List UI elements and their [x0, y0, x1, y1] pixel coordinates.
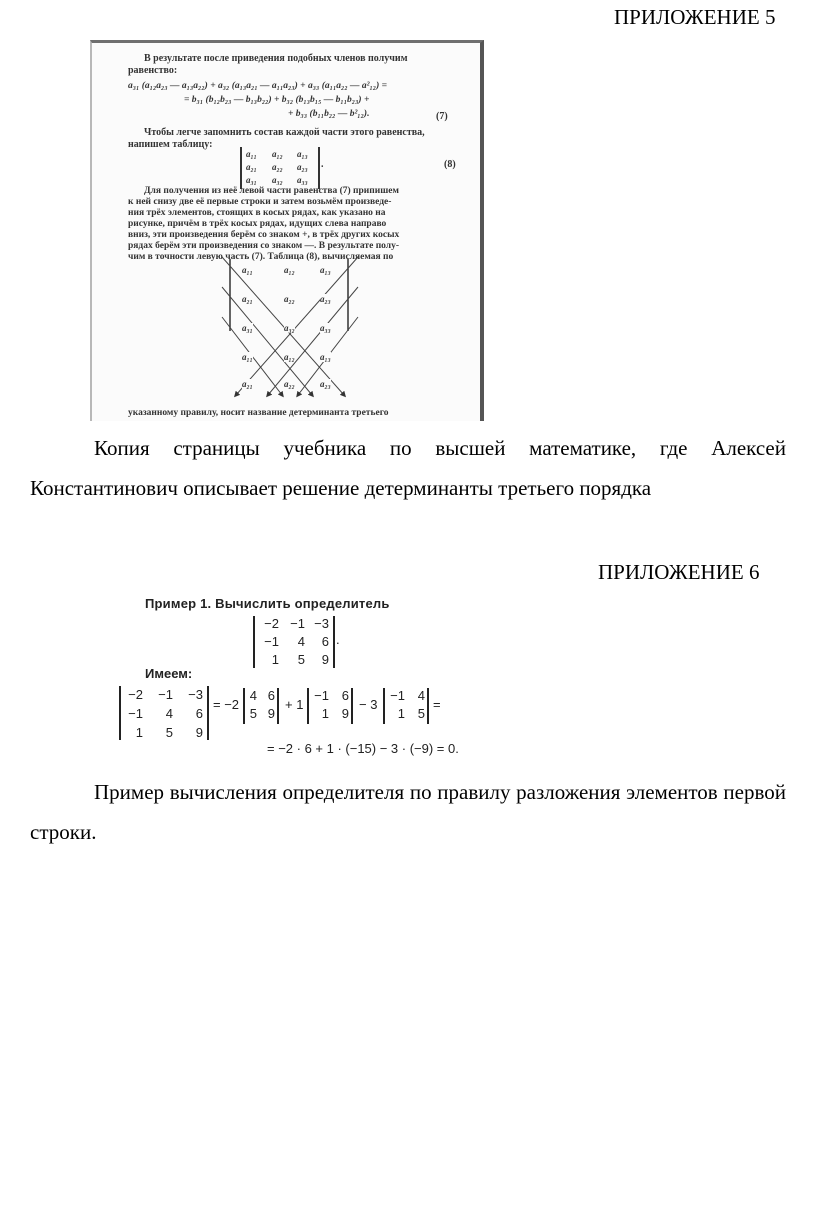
minor-2-cell: 9 — [341, 706, 349, 721]
matrix-left-bar — [253, 616, 255, 668]
scan-equation-line-3: + b₃₃ (b₁₁b₂₂ — b²₁₂). — [288, 109, 370, 119]
scan-table-cell: a₃₁ — [246, 175, 257, 185]
minor-3-cell: −1 — [390, 688, 405, 703]
scan-table-cell: a₃₂ — [272, 175, 283, 185]
minor-2-right-bar — [351, 688, 353, 724]
expansion-matrix-right-bar — [207, 686, 209, 740]
minor-3-cell: 5 — [417, 706, 425, 721]
expansion-matrix-cell: 6 — [195, 706, 203, 721]
matrix-cell: −2 — [264, 616, 279, 631]
scan-equation-number-8: (8) — [444, 159, 456, 170]
example-have-label: Имеем: — [145, 666, 193, 681]
expansion-matrix-cell: −2 — [128, 687, 143, 702]
scan-diagram-cell: a₂₃ — [320, 379, 331, 389]
minor-3-cell: 1 — [397, 706, 405, 721]
scan-table-period: . — [321, 159, 324, 170]
scan-table-cell: a₁₃ — [297, 149, 308, 159]
matrix-cell: 9 — [321, 652, 329, 667]
expansion-equals: = — [433, 697, 441, 712]
scan-intro-line-1: В результате после приведения подобных членов получим — [144, 53, 408, 64]
minor-1-cell: 5 — [249, 706, 257, 721]
scan-equation-line-1: a₃₁ (a₁₂a₂₃ — a₁₃a₂₂) + a₃₂ (a₁₃a₂₁ — a₁₁a₂₃) + a₃₃ (a₁₁a₂₂ — a²₁₂) = — [128, 81, 388, 91]
scan-diagram-cell: a₂₁ — [242, 294, 253, 304]
scan-diagram-cell: a₁₂ — [284, 352, 295, 362]
minor-1-cell: 9 — [267, 706, 275, 721]
scan-table-left-bar — [240, 147, 242, 189]
scan-paragraph-line: рядах берём эти произведения со знаком —. В результате полу- — [128, 241, 400, 251]
minor-1-cell: 6 — [267, 688, 275, 703]
expansion-matrix-cell: 1 — [135, 725, 143, 740]
matrix-cell: 4 — [297, 634, 305, 649]
scan-diagram-cell: a₁₁ — [242, 265, 253, 275]
scan-paragraph-line: Для получения из неё левой части равенства (7) припишем — [144, 186, 399, 196]
scan-diagram-cell: a₃₂ — [284, 323, 295, 333]
expansion-matrix-cell: −1 — [128, 706, 143, 721]
scan-diagram-cell: a₃₁ — [242, 323, 253, 333]
determinant-example — [115, 594, 485, 764]
matrix-cell: −1 — [264, 634, 279, 649]
expansion-coefficient-3: − 3 — [359, 697, 378, 712]
expansion-result: = −2 · 6 + 1 · (−15) − 3 · (−9) = 0. — [267, 741, 459, 756]
matrix-right-bar — [333, 616, 335, 668]
scan-diagram-cell: a₁₂ — [284, 265, 295, 275]
expansion-matrix-cell: −3 — [188, 687, 203, 702]
scan-table-cell: a₂₂ — [272, 162, 283, 172]
appendix-5-heading: ПРИЛОЖЕНИЕ 5 — [614, 5, 776, 29]
scan-table-cell: a₂₃ — [297, 162, 308, 172]
scan-diagram-cell: a₃₃ — [320, 323, 331, 333]
appendix-6-caption: Пример вычисления определителя по правилу разложения элементов первой строки. — [30, 780, 786, 844]
expansion-matrix-cell: 9 — [195, 725, 203, 740]
scan-table-cell: a₁₂ — [272, 149, 283, 159]
matrix-period: . — [336, 632, 340, 647]
appendix-6-heading: ПРИЛОЖЕНИЕ 6 — [598, 560, 760, 584]
scan-diagram-cell: a₂₂ — [284, 294, 295, 304]
scan-intro-line-2: равенство: — [128, 65, 178, 76]
scan-diagram-cell: a₁₃ — [320, 352, 331, 362]
scan-table-cell: a₂₁ — [246, 162, 257, 172]
appendix-5-caption: Копия страницы учебника по высшей математике, где Алексей Константинович описывает решение детерминанты третьего порядка — [30, 436, 786, 500]
minor-1-right-bar — [277, 688, 279, 724]
example-title: Пример 1. Вычислить определитель — [145, 596, 390, 611]
scan-remember-line-2: напишем таблицу: — [128, 139, 213, 150]
scan-diagram-cell: a₂₁ — [242, 379, 253, 389]
scan-diagram-cell: a₂₂ — [284, 379, 295, 389]
minor-1-cell: 4 — [249, 688, 257, 703]
minor-2-cell: −1 — [314, 688, 329, 703]
scan-table-cell: a₃₃ — [297, 175, 308, 185]
scan-table-cell: a₁₁ — [246, 149, 257, 159]
matrix-cell: 1 — [271, 652, 279, 667]
scan-equation-line-2: = b₃₁ (b₁₂b₂₃ — b₁₃b₂₂) + b₃₂ (b₁₃b₁₅ — b₁₁b₂₃) + — [184, 95, 370, 105]
scan-paragraph-line: чим в точности левую часть (7). Таблица (8), вычисляемая по — [128, 252, 394, 262]
scan-equation-number-7: (7) — [436, 111, 448, 122]
scan-paragraph-line: ния трёх элементов, стоящих в косых рядах, как указано на — [128, 208, 386, 218]
matrix-cell: 5 — [297, 652, 305, 667]
scan-paragraph-line: вниз, эти произведения берём со знаком +, в трёх других косых — [128, 230, 400, 240]
minor-2-cell: 1 — [321, 706, 329, 721]
minor-3-cell: 4 — [417, 688, 425, 703]
matrix-cell: 6 — [321, 634, 329, 649]
expansion-coefficient-1: = −2 — [213, 697, 240, 712]
scan-diagram-cell: a₁₃ — [320, 265, 331, 275]
minor-2-cell: 6 — [341, 688, 349, 703]
scan-table-right-bar — [318, 147, 320, 189]
textbook-page-scan — [90, 40, 484, 421]
scan-diagram-cell: a₂₃ — [320, 294, 331, 304]
scan-final-line: указанному правилу, носит название детерминанта третьего — [128, 408, 389, 418]
expansion-coefficient-2: + 1 — [285, 697, 304, 712]
scan-paragraph-line: к ней снизу две её первые строки и затем возьмём произведе- — [128, 197, 392, 207]
expansion-matrix-cell: 4 — [165, 706, 173, 721]
minor-3-right-bar — [427, 688, 429, 724]
scan-diagram-cell: a₁₁ — [242, 352, 253, 362]
matrix-cell: −3 — [314, 616, 329, 631]
scan-remember-line-1: Чтобы легче запомнить состав каждой части этого равенства, — [144, 127, 425, 138]
expansion-matrix-cell: 5 — [165, 725, 173, 740]
expansion-matrix-cell: −1 — [158, 687, 173, 702]
matrix-cell: −1 — [290, 616, 305, 631]
scan-paragraph-line: рисунке, причём в трёх косых рядах, идущих слева направо — [128, 219, 387, 229]
